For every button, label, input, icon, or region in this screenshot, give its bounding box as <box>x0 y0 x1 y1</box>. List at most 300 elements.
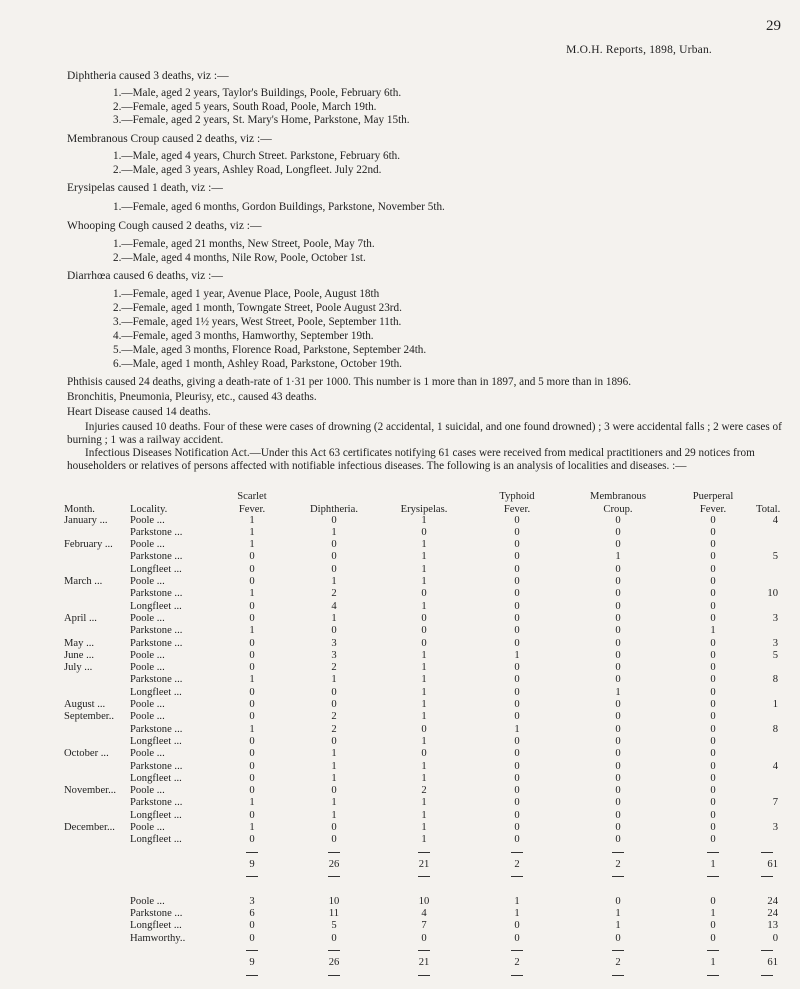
table-cell: 61 <box>767 957 778 969</box>
table-cell: 9 <box>249 858 255 870</box>
table-cell: 2 <box>514 957 520 969</box>
locality-row <box>64 896 786 908</box>
table-cell: 0 <box>514 785 520 797</box>
table-cell: 0 <box>421 932 427 944</box>
table-cell: 0 <box>615 539 621 551</box>
table-row <box>64 650 786 662</box>
list-item: 6.—Male, aged 1 month, Ashley Road, Parkstone, October 19th. <box>113 358 402 370</box>
table-cell: 5 <box>772 649 778 661</box>
rule-dash <box>612 975 624 976</box>
list-item: 3.—Female, aged 2 years, St. Mary's Home, Parkstone, May 15th. <box>113 114 410 126</box>
table-cell <box>64 896 130 908</box>
table-cell <box>64 551 130 563</box>
table-cell: 3 <box>772 822 778 834</box>
section-title: Erysipelas caused 1 death, viz :— <box>67 182 223 194</box>
table-cell: 0 <box>615 895 621 907</box>
table-cell: 0 <box>514 760 520 772</box>
table-cell <box>756 834 786 846</box>
grand-totals-row <box>64 957 786 969</box>
table-cell: 0 <box>710 748 716 760</box>
table-cell: 0 <box>615 809 621 821</box>
table-cell <box>130 859 216 871</box>
rule-dash <box>511 852 523 853</box>
table-cell: 13 <box>767 920 778 932</box>
list-item: 5.—Male, aged 3 months, Florence Road, Parkstone, September 24th. <box>113 344 427 356</box>
table-cell: January ... <box>64 514 108 526</box>
table-cell: 0 <box>249 649 255 661</box>
table-cell: 0 <box>514 686 520 698</box>
table-cell: 0 <box>710 785 716 797</box>
rule-dash <box>761 950 773 951</box>
table-cell: 21 <box>418 858 430 870</box>
table-cell: 0 <box>331 551 337 563</box>
table-cell: 0 <box>421 748 427 760</box>
table-cell: Parkstone ... <box>130 908 183 920</box>
table-cell: 0 <box>249 920 255 932</box>
table-cell: 1 <box>421 735 427 747</box>
table-cell: 0 <box>514 699 520 711</box>
table-row <box>64 797 786 809</box>
table-cell <box>756 785 786 797</box>
table-cell: 0 <box>710 649 716 661</box>
header-cell: Puerperal <box>692 491 734 503</box>
table-cell: 0 <box>514 662 520 674</box>
table-cell: Longfleet ... <box>130 600 182 612</box>
table-cell: 0 <box>710 588 716 600</box>
table-cell: Parkstone ... <box>130 551 183 563</box>
table-cell: 1 <box>421 686 427 698</box>
table-row <box>64 724 786 736</box>
table-cell: 0 <box>615 735 621 747</box>
table-cell: 0 <box>249 785 255 797</box>
header-cell: Membranous <box>590 491 646 503</box>
list-item: 1.—Female, aged 21 months, New Street, Poole, May 7th. <box>113 238 375 250</box>
table-cell: 0 <box>331 539 337 551</box>
header-cell: Locality. <box>130 503 168 515</box>
table-cell: 0 <box>514 932 520 944</box>
table-cell: 0 <box>331 785 337 797</box>
table-cell: 6 <box>249 908 255 920</box>
table-cell: 1 <box>514 723 520 735</box>
table-cell: 0 <box>514 674 520 686</box>
table-cell: 1 <box>421 674 427 686</box>
table-cell: Poole ... <box>130 662 165 674</box>
table-cell: 1 <box>421 772 427 784</box>
table-cell: December... <box>64 822 115 834</box>
table-cell: 7 <box>772 797 778 809</box>
table-row <box>64 564 786 576</box>
table-cell: 0 <box>331 699 337 711</box>
table-cell: July ... <box>64 662 93 674</box>
rule-dash <box>761 975 773 976</box>
table-cell: February ... <box>64 539 113 551</box>
list-item: 2.—Male, aged 4 months, Nile Row, Poole, October 1st. <box>113 252 366 264</box>
header-cell: Fever. <box>503 503 531 515</box>
header-cell: Erysipelas. <box>400 503 448 515</box>
table-row <box>64 748 786 760</box>
table-cell <box>756 736 786 748</box>
rule-dash <box>511 975 523 976</box>
table-cell: 1 <box>615 908 621 920</box>
table-cell: 0 <box>249 699 255 711</box>
table-cell: 0 <box>710 551 716 563</box>
locality-row <box>64 920 786 932</box>
table-cell: 0 <box>421 526 427 538</box>
table-cell: 0 <box>514 834 520 846</box>
list-item: 1.—Female, aged 6 months, Gordon Buildings, Parkstone, November 5th. <box>113 201 445 213</box>
table-cell: 0 <box>615 932 621 944</box>
table-cell <box>64 527 130 539</box>
table-cell <box>64 859 130 871</box>
table-row <box>64 674 786 686</box>
table-cell: Poole ... <box>130 514 165 526</box>
table-cell: Longfleet ... <box>130 809 182 821</box>
table-row <box>64 551 786 563</box>
table-cell: 21 <box>418 957 430 969</box>
table-cell: 1 <box>331 612 337 624</box>
table-cell: 0 <box>514 588 520 600</box>
table-cell: 1 <box>421 809 427 821</box>
header-cell: Croup. <box>603 503 633 515</box>
table-cell: 0 <box>514 600 520 612</box>
table-cell <box>64 724 130 736</box>
infectious-paragraph: Infectious Diseases Notification Act.—Under this Act 63 certificates notifying 61 cases were received from medical practitioners and 29 notices from householders or relatives of persons affected with notifiable infectious diseases. The following is an analysis of localities and diseases. :— <box>67 447 755 472</box>
table-cell: 1 <box>249 539 255 551</box>
table-cell: 0 <box>710 822 716 834</box>
table-cell <box>64 674 130 686</box>
table-cell: 2 <box>615 858 621 870</box>
table-cell <box>756 711 786 723</box>
table-cell: 0 <box>249 760 255 772</box>
table-cell: 1 <box>331 526 337 538</box>
header-cell <box>64 490 130 502</box>
table-cell: Poole ... <box>130 822 165 834</box>
header-cell: Total. <box>756 503 781 515</box>
list-item: 2.—Male, aged 3 years, Ashley Road, Longfleet. July 22nd. <box>113 164 382 176</box>
table-cell: Longfleet ... <box>130 563 182 575</box>
table-cell: 0 <box>710 932 716 944</box>
table-row <box>64 810 786 822</box>
table-cell: 0 <box>710 674 716 686</box>
table-cell: 0 <box>514 563 520 575</box>
rule-dash <box>707 950 719 951</box>
table-cell: 1 <box>331 809 337 821</box>
table-cell: Poole ... <box>130 539 165 551</box>
table-cell: 0 <box>331 932 337 944</box>
table-cell: 2 <box>514 858 520 870</box>
table-cell: Poole ... <box>130 785 165 797</box>
table-cell: Longfleet ... <box>130 834 182 846</box>
section-title: Diphtheria caused 3 deaths, viz :— <box>67 70 229 82</box>
table-cell: September.. <box>64 711 115 723</box>
report-header: M.O.H. Reports, 1898, Urban. <box>566 44 712 56</box>
table-cell: August ... <box>64 699 106 711</box>
table-cell <box>756 576 786 588</box>
header-cell: Typhoid <box>499 491 535 503</box>
table-cell: 0 <box>514 797 520 809</box>
table-cell: 1 <box>710 908 716 920</box>
table-cell: 1 <box>615 920 621 932</box>
table-cell: 11 <box>328 908 340 920</box>
table-cell: May ... <box>64 637 95 649</box>
table-cell: 0 <box>615 711 621 723</box>
table-cell: 1 <box>331 772 337 784</box>
table-cell: 1 <box>421 563 427 575</box>
table-cell <box>64 761 130 773</box>
list-item: 1.—Female, aged 1 year, Avenue Place, Poole, August 18th <box>113 288 380 300</box>
table-cell: 0 <box>710 711 716 723</box>
table-cell: 0 <box>710 760 716 772</box>
table-cell: Parkstone ... <box>130 637 183 649</box>
table-cell: 0 <box>421 625 427 637</box>
table-cell: 1 <box>421 600 427 612</box>
bronchitis-paragraph: Bronchitis, Pneumonia, Pleurisy, etc., caused 43 deaths. <box>67 391 317 403</box>
table-cell: 0 <box>331 625 337 637</box>
table-cell: Poole ... <box>130 649 165 661</box>
table-cell: 3 <box>331 649 337 661</box>
table-cell: 1 <box>421 834 427 846</box>
table-cell: 1 <box>615 686 621 698</box>
table-cell: 0 <box>331 514 337 526</box>
list-item: 1.—Male, aged 4 years, Church Street. Parkstone, February 6th. <box>113 150 401 162</box>
section-title: Whooping Cough caused 2 deaths, viz :— <box>67 220 262 232</box>
table-cell: 0 <box>710 834 716 846</box>
table-cell: 1 <box>710 858 716 870</box>
table-row <box>64 638 786 650</box>
table-cell: 0 <box>615 674 621 686</box>
table-cell <box>756 625 786 637</box>
rule-dash <box>246 876 258 877</box>
table-cell: 1 <box>331 748 337 760</box>
table-cell: 1 <box>249 674 255 686</box>
table-cell: 3 <box>772 612 778 624</box>
table-cell: 0 <box>249 563 255 575</box>
table-cell: 0 <box>514 748 520 760</box>
table-cell: 0 <box>331 686 337 698</box>
table-cell <box>756 539 786 551</box>
table-cell: 8 <box>772 723 778 735</box>
table-cell: 0 <box>331 563 337 575</box>
table-cell: 0 <box>514 612 520 624</box>
header-cell: Scarlet <box>237 491 267 503</box>
table-cell: 10 <box>328 895 340 907</box>
table-cell: 0 <box>615 785 621 797</box>
table-cell: 0 <box>615 723 621 735</box>
table-cell: 0 <box>615 699 621 711</box>
table-cell: 0 <box>615 588 621 600</box>
table-cell: 10 <box>767 588 778 600</box>
table-cell: 0 <box>710 600 716 612</box>
rule-dash <box>761 876 773 877</box>
table-cell: 0 <box>710 723 716 735</box>
table-cell: 0 <box>421 723 427 735</box>
table-cell: 1 <box>421 551 427 563</box>
table-cell: 7 <box>421 920 427 932</box>
header-cell <box>288 490 380 502</box>
table-cell: 0 <box>615 612 621 624</box>
rule-dash <box>328 876 340 877</box>
table-row <box>64 736 786 748</box>
notification-table <box>64 490 786 982</box>
table-cell: 1 <box>331 674 337 686</box>
injuries-paragraph: Injuries caused 10 deaths. Four of these were cases of drowning (2 accidental, 1 suicidal, and one found drowned) ; 3 were accidental falls ; 2 were cases of burning ; 1 was a railway accident. <box>67 421 782 446</box>
table-cell <box>64 564 130 576</box>
table-cell: 0 <box>710 514 716 526</box>
table-cell: 0 <box>514 514 520 526</box>
heart-paragraph: Heart Disease caused 14 deaths. <box>67 406 211 418</box>
table-cell <box>64 933 130 945</box>
table-cell <box>756 662 786 674</box>
rule-dash <box>246 975 258 976</box>
table-cell: 0 <box>249 612 255 624</box>
rule-dash <box>707 852 719 853</box>
table-cell <box>756 687 786 699</box>
table-cell: 0 <box>615 772 621 784</box>
rule-dash <box>328 975 340 976</box>
table-cell: Poole ... <box>130 711 165 723</box>
table-cell: October ... <box>64 748 109 760</box>
table-cell: Parkstone ... <box>130 526 183 538</box>
table-cell: 61 <box>767 858 778 870</box>
table-cell: 0 <box>514 809 520 821</box>
rule-dash <box>511 876 523 877</box>
table-cell: 1 <box>421 576 427 588</box>
table-cell: 0 <box>710 735 716 747</box>
table-row <box>64 588 786 600</box>
table-cell: 0 <box>710 539 716 551</box>
table-cell: Longfleet ... <box>130 920 182 932</box>
list-item: 1.—Male, aged 2 years, Taylor's Buildings, Poole, February 6th. <box>113 87 402 99</box>
table-row <box>64 785 786 797</box>
table-cell: 1 <box>772 699 778 711</box>
table-row <box>64 711 786 723</box>
table-cell: 1 <box>249 526 255 538</box>
table-cell: 1 <box>421 822 427 834</box>
table-cell: 8 <box>772 674 778 686</box>
table-cell: 1 <box>249 625 255 637</box>
table-cell: 0 <box>249 748 255 760</box>
table-cell: 1 <box>421 711 427 723</box>
table-cell: 1 <box>331 797 337 809</box>
rule-dash <box>418 950 430 951</box>
table-cell <box>756 748 786 760</box>
table-cell: 0 <box>710 809 716 821</box>
table-row <box>64 576 786 588</box>
table-cell: April ... <box>64 612 97 624</box>
table-cell: 0 <box>514 551 520 563</box>
table-cell: 0 <box>249 551 255 563</box>
rule-row <box>64 871 786 883</box>
table-cell: 2 <box>331 588 337 600</box>
totals-row <box>64 859 786 871</box>
table-cell: 0 <box>421 637 427 649</box>
rule-row <box>64 970 786 982</box>
table-cell: 1 <box>249 588 255 600</box>
table-cell <box>64 834 130 846</box>
table-row <box>64 687 786 699</box>
table-cell <box>64 736 130 748</box>
table-cell <box>756 773 786 785</box>
table-cell: 0 <box>615 748 621 760</box>
rule-dash <box>418 975 430 976</box>
table-cell: 0 <box>710 637 716 649</box>
rule-dash <box>707 975 719 976</box>
table-cell: Poole ... <box>130 699 165 711</box>
table-cell: 0 <box>710 797 716 809</box>
table-cell: Parkstone ... <box>130 588 183 600</box>
table-cell: 0 <box>249 600 255 612</box>
table-row <box>64 834 786 846</box>
rule-dash <box>612 852 624 853</box>
table-cell: 1 <box>710 625 716 637</box>
table-cell: 0 <box>615 563 621 575</box>
rule-dash <box>418 852 430 853</box>
table-cell: 1 <box>249 797 255 809</box>
table-cell: 0 <box>249 686 255 698</box>
table-cell: 0 <box>772 932 778 944</box>
header-cell: Month. <box>64 503 95 515</box>
table-cell: 1 <box>249 822 255 834</box>
table-cell: 1 <box>421 699 427 711</box>
table-cell: June ... <box>64 649 95 661</box>
table-row <box>64 515 786 527</box>
table-cell: 1 <box>615 551 621 563</box>
table-cell: 4 <box>772 514 778 526</box>
table-cell: 0 <box>514 576 520 588</box>
table-cell: 0 <box>615 797 621 809</box>
table-cell: 1 <box>514 908 520 920</box>
table-cell: 4 <box>331 600 337 612</box>
table-row <box>64 527 786 539</box>
table-cell <box>64 588 130 600</box>
table-cell: 0 <box>249 662 255 674</box>
table-cell: 1 <box>331 576 337 588</box>
rule-dash <box>246 950 258 951</box>
header-cell: Diphtheria. <box>310 503 358 515</box>
rule-dash <box>328 950 340 951</box>
rule-row <box>64 945 786 957</box>
rule-dash <box>511 950 523 951</box>
table-cell: 10 <box>418 895 430 907</box>
table-row <box>64 625 786 637</box>
header-cell: Fever. <box>238 503 266 515</box>
table-cell: 0 <box>514 772 520 784</box>
table-cell: 0 <box>249 809 255 821</box>
table-cell: 0 <box>710 526 716 538</box>
spacer-row <box>64 884 786 896</box>
table-cell <box>64 625 130 637</box>
table-cell: Parkstone ... <box>130 797 183 809</box>
table-cell: Parkstone ... <box>130 723 183 735</box>
table-cell: 0 <box>514 539 520 551</box>
table-cell: 24 <box>767 908 778 920</box>
rule-dash <box>612 876 624 877</box>
table-cell: 1 <box>421 797 427 809</box>
table-cell <box>130 957 216 969</box>
table-cell: 2 <box>615 957 621 969</box>
table-cell: 0 <box>249 834 255 846</box>
table-row <box>64 539 786 551</box>
table-cell: Longfleet ... <box>130 772 182 784</box>
table-cell: 0 <box>615 834 621 846</box>
header-cell <box>130 490 216 502</box>
table-row <box>64 822 786 834</box>
table-cell: 3 <box>249 895 255 907</box>
table-cell: Hamworthy.. <box>130 932 186 944</box>
table-cell: 3 <box>331 637 337 649</box>
table-row <box>64 761 786 773</box>
table-cell: 26 <box>328 858 340 870</box>
